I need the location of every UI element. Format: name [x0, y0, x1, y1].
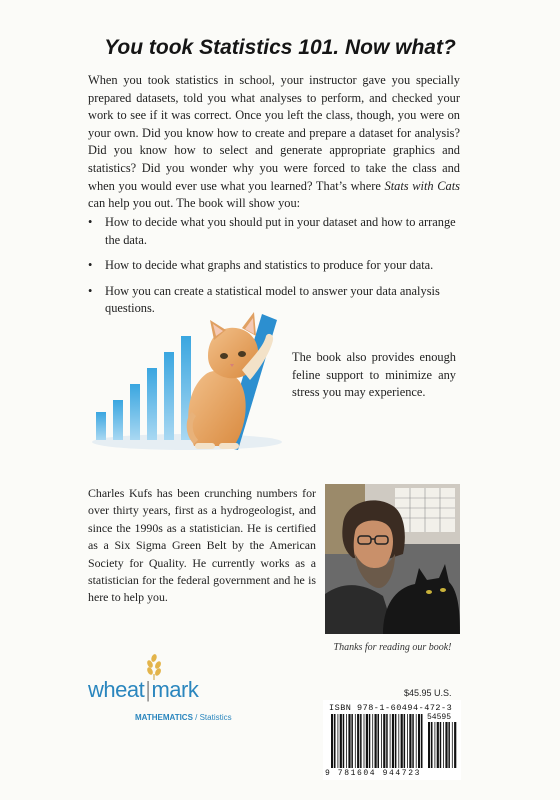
barcode-bar [346, 714, 347, 768]
feline-support-text: The book also provides enough feline support to minimize any stress you may experience. [292, 350, 456, 400]
subject-category [135, 713, 232, 722]
barcode-bar [378, 714, 380, 768]
barcode-bar [398, 714, 399, 768]
addon-code: 54595 [427, 713, 452, 722]
barcode-bar [437, 722, 439, 768]
barcode-bar [421, 714, 423, 768]
barcode-bar [440, 722, 442, 768]
barcode-bar [381, 714, 382, 768]
barcode-bar [409, 714, 411, 768]
barcode-bar [448, 722, 450, 768]
ean-digits: 9 781604 944723 [325, 769, 422, 778]
barcode-bar [418, 714, 420, 768]
publisher-name-bar: | [145, 677, 151, 702]
barcode-bar [355, 714, 356, 768]
barcode-bar [386, 714, 388, 768]
barcode-bar [375, 714, 377, 768]
barcode-bar [351, 714, 353, 768]
feature-text: How to decide what graphs and statistics to produce for your data. [105, 258, 434, 273]
isbn-label: ISBN 978-1-60494-472-3 [329, 703, 453, 713]
barcode-bar [338, 714, 339, 768]
barcode-bar [372, 714, 373, 768]
feature-text: How to decide what you should put in your dataset and how to arrange the data. [105, 215, 456, 247]
barcode-bar [452, 722, 453, 768]
cat-body [188, 371, 245, 446]
barcode-bar [404, 714, 406, 768]
feature-item [88, 214, 460, 249]
photo-caption: Thanks for reading our book! [333, 642, 452, 653]
intro-text-after: can help you out. The book will show you: [88, 196, 301, 211]
chart-bar [130, 384, 140, 440]
barcode [323, 700, 461, 780]
barcode-bar [331, 714, 333, 768]
price-label: $45.95 U.S. [404, 688, 452, 698]
author-bio: Charles Kufs has been crunching numbers for over thirty years, first as a hydrogeologist, and since the 1990s as a statistician. He is certified as a Six Sigma Green Belt by the American Society for Quality. He currently works as a statistician for the federal government and he is here to help you. [88, 486, 316, 605]
barcode-bar [343, 714, 345, 768]
feature-text: How you can create a statistical model to answer your data analysis questions. [105, 283, 440, 316]
barcode-bar [348, 714, 350, 768]
chart-bar [113, 400, 123, 440]
publisher-name-left: wheat [88, 677, 145, 702]
barcode-bar [435, 722, 436, 768]
category-rest: / Statistics [192, 713, 232, 722]
barcode-bar [334, 714, 336, 768]
barcode-bar [454, 722, 456, 768]
bullet-icon: • [88, 283, 93, 298]
barcode-bar [390, 714, 391, 768]
barcode-bar [431, 722, 433, 768]
publisher-logo [88, 677, 198, 703]
barcode-bar [428, 722, 430, 768]
publisher-name-right: mark [151, 677, 199, 702]
barcode-bar [364, 714, 365, 768]
intro-paragraph [88, 72, 460, 213]
chart-bar [147, 368, 157, 440]
barcode-bar [392, 714, 394, 768]
chart-bar [96, 412, 106, 440]
chart-bar [164, 352, 174, 440]
barcode-bar [360, 714, 362, 768]
barcode-bar [445, 722, 447, 768]
barcode-bar [369, 714, 371, 768]
intro-text-before: When you took statistics in school, your instructor gave you specially prepared datasets, told you what analyses to perform, and checked your work to see if it was correct. Once you left the class, though, you were on your own. Did you know how to create and prepare a dataset for analysis? Did you know how to select and generate appropriate graphics and statistics? Did you wonder why you were forced to take the class and when you would ever use what you learned? That’s where [88, 73, 460, 193]
book-title: Stats with Cats [384, 178, 460, 193]
barcode-bar [395, 714, 397, 768]
barcode-bar [416, 714, 417, 768]
barcode-bar [443, 722, 444, 768]
cat-with-bar-chart-illustration [82, 296, 292, 452]
barcode-bar [340, 714, 342, 768]
barcode-bar [383, 714, 385, 768]
barcode-bar [412, 714, 414, 768]
barcode-bars [327, 714, 459, 770]
bullet-icon: • [88, 258, 93, 273]
barcode-bar [407, 714, 408, 768]
barcode-bar [401, 714, 403, 768]
category-main: MATHEMATICS [135, 713, 193, 722]
barcode-bar [366, 714, 368, 768]
headline: You took Statistics 101. Now what? [104, 36, 456, 59]
barcode-bar [357, 714, 359, 768]
author-photo [325, 484, 460, 634]
feature-item [88, 257, 460, 275]
bullet-icon: • [88, 215, 93, 229]
